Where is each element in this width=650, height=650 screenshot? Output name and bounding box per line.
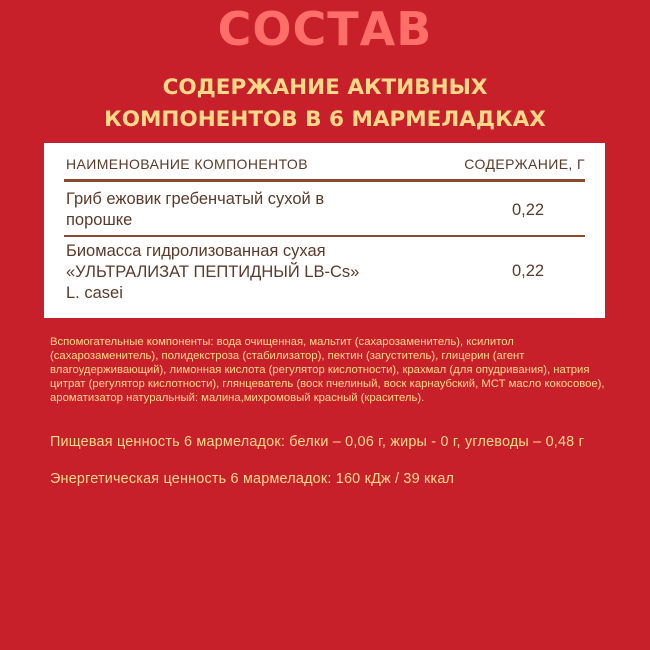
component-value: 0,22 xyxy=(512,262,545,280)
table-row xyxy=(64,239,585,309)
component-value: 0,22 xyxy=(512,201,545,219)
energy-value: Энергетическая ценность 6 мармеладок: 160 кДж / 39 ккал xyxy=(50,471,455,487)
column-header-name: НАИМЕНОВАНИЕ КОМПОНЕНТОВ xyxy=(66,156,308,172)
component-name: Гриб ежовик гребенчатый сухой в порошке xyxy=(66,190,325,229)
subtitle-line-2: КОМПОНЕНТОВ В 6 МАРМЕЛАДКАХ xyxy=(104,107,546,132)
component-name: Биомасса гидролизованная сухая «УЛЬТРАЛИЗАТ ПЕПТИДНЫЙ LB-Cs» L. casei xyxy=(66,242,360,302)
column-header-value: СОДЕРЖАНИЕ, Г xyxy=(464,156,585,172)
page-title: СОСТАВ xyxy=(217,2,433,56)
table-header xyxy=(64,155,585,182)
composition-table xyxy=(44,143,605,318)
page-subtitle xyxy=(0,72,650,136)
table-row xyxy=(64,187,585,237)
auxiliary-ingredients: Вспомогательные компоненты: вода очищенная, мальтит (сахарозаменитель), ксилитол (сахарозаменитель), полидекстроза (стабилизатор), пектин (загуститель), глицерин (агент влагоудерживающий), лимонная кислота (регулятор кислотности), крахмал (для опудривания), натрия цитрат (регулятор кислотности), глянцеватель (воск пчелиный, воск карнаубский, МСТ масло кокосовое), ароматизатор натуральный: малина,михромовый красный (краситель). xyxy=(50,336,605,405)
subtitle-line-1: СОДЕРЖАНИЕ АКТИВНЫХ xyxy=(162,75,488,100)
nutrition-facts: Пищевая ценность 6 мармеладок: белки – 0,06 г, жиры - 0 г, углеводы – 0,48 г xyxy=(50,434,585,450)
